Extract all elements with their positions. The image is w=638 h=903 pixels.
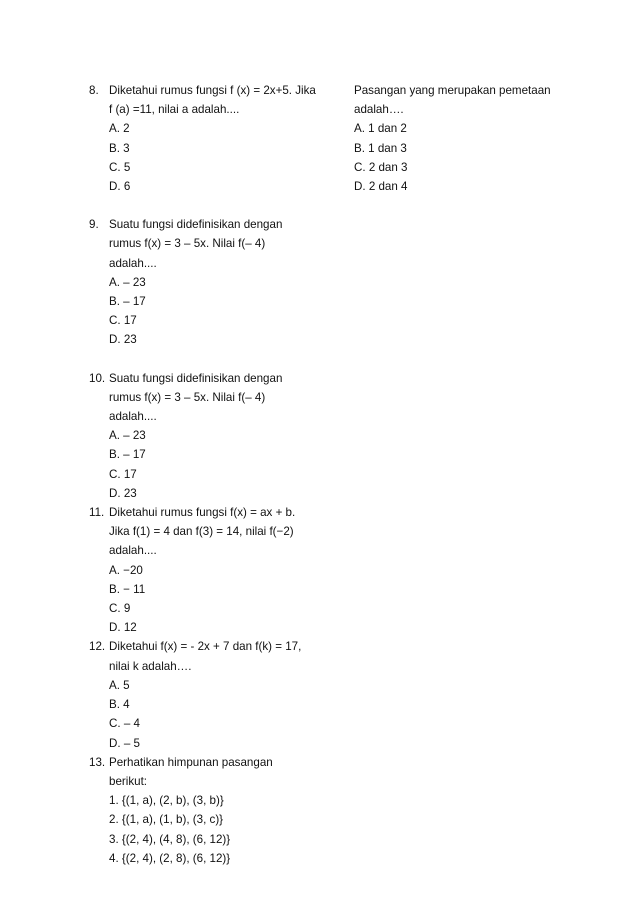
question-10 bbox=[89, 369, 344, 503]
right-column bbox=[354, 81, 604, 196]
question-number: 11. bbox=[89, 506, 105, 520]
question-text-line: Perhatikan himpunan pasangan bbox=[109, 755, 273, 769]
question-number: 12. bbox=[89, 640, 106, 654]
answer-option: D. – 5 bbox=[109, 736, 140, 750]
answer-option: A. – 23 bbox=[109, 429, 146, 443]
answer-option: B. 1 dan 3 bbox=[354, 141, 407, 155]
answer-option: B. 3 bbox=[109, 141, 130, 155]
question-text-line: nilai k adalah…. bbox=[109, 659, 192, 673]
answer-option: C. 9 bbox=[109, 602, 131, 616]
answer-option: D. 12 bbox=[109, 621, 137, 635]
spacer bbox=[89, 350, 344, 369]
set-item: 2. {(1, a), (1, b), (3, c)} bbox=[109, 813, 224, 827]
answer-option: D. 2 dan 4 bbox=[354, 180, 408, 194]
question-11 bbox=[89, 503, 344, 637]
question-12 bbox=[89, 637, 344, 752]
question-text-line: adalah.... bbox=[109, 256, 157, 270]
left-column bbox=[89, 81, 344, 868]
question-9 bbox=[89, 215, 344, 349]
answer-option: C. – 4 bbox=[109, 717, 140, 731]
question-text-line: adalah…. bbox=[354, 103, 404, 117]
answer-option: D. 23 bbox=[109, 486, 137, 500]
question-text-line: Diketahui rumus fungsi f (x) = 2x+5. Jika bbox=[109, 84, 316, 97]
question-text-line: Pasangan yang merupakan pemetaan bbox=[354, 84, 551, 97]
answer-option: B. 4 bbox=[109, 698, 130, 712]
question-text-line: Suatu fungsi didefinisikan dengan bbox=[109, 218, 283, 232]
answer-option: A. 1 dan 2 bbox=[354, 122, 407, 136]
question-text-line: f (a) =11, nilai a adalah.... bbox=[109, 103, 240, 117]
set-item: 1. {(1, a), (2, b), (3, b)} bbox=[109, 794, 224, 808]
answer-option: C. 5 bbox=[109, 160, 131, 174]
question-8 bbox=[89, 81, 344, 196]
question-text-line: rumus f(x) = 3 – 5x. Nilai f(– 4) bbox=[109, 390, 266, 404]
question-text-line: berikut: bbox=[109, 774, 148, 788]
question-text-line: adalah.... bbox=[109, 410, 157, 424]
question-number: 8. bbox=[89, 84, 99, 97]
question-text-line: Suatu fungsi didefinisikan dengan bbox=[109, 371, 283, 385]
set-item: 4. {(2, 4), (2, 8), (6, 12)} bbox=[109, 851, 231, 865]
answer-option: D. 23 bbox=[109, 333, 137, 347]
question-text-line: Jika f(1) = 4 dan f(3) = 14, nilai f(−2) bbox=[109, 525, 294, 539]
question-text-line: Diketahui f(x) = - 2x + 7 dan f(k) = 17, bbox=[109, 640, 302, 654]
answer-option: C. 17 bbox=[109, 467, 137, 481]
question-13 bbox=[89, 753, 344, 868]
set-item: 3. {(2, 4), (4, 8), (6, 12)} bbox=[109, 832, 231, 846]
answer-option: B. − 11 bbox=[109, 582, 146, 596]
question-number: 9. bbox=[89, 218, 99, 232]
spacer bbox=[89, 196, 344, 215]
answer-option: B. – 17 bbox=[109, 448, 146, 462]
answer-option: A. 2 bbox=[109, 122, 130, 136]
answer-option: D. 6 bbox=[109, 180, 131, 194]
answer-option: C. 17 bbox=[109, 314, 137, 328]
answer-option: A. −20 bbox=[109, 563, 143, 577]
question-text-line: Diketahui rumus fungsi f(x) = ax + b. bbox=[109, 506, 296, 520]
answer-option: A. – 23 bbox=[109, 275, 146, 289]
question-number: 10. bbox=[89, 371, 106, 385]
answer-option: B. – 17 bbox=[109, 295, 146, 309]
question-number: 13. bbox=[89, 755, 106, 769]
question-text-line: adalah.... bbox=[109, 544, 157, 558]
question-text-line: rumus f(x) = 3 – 5x. Nilai f(– 4) bbox=[109, 237, 266, 251]
answer-option: C. 2 dan 3 bbox=[354, 160, 408, 174]
answer-option: A. 5 bbox=[109, 678, 130, 692]
